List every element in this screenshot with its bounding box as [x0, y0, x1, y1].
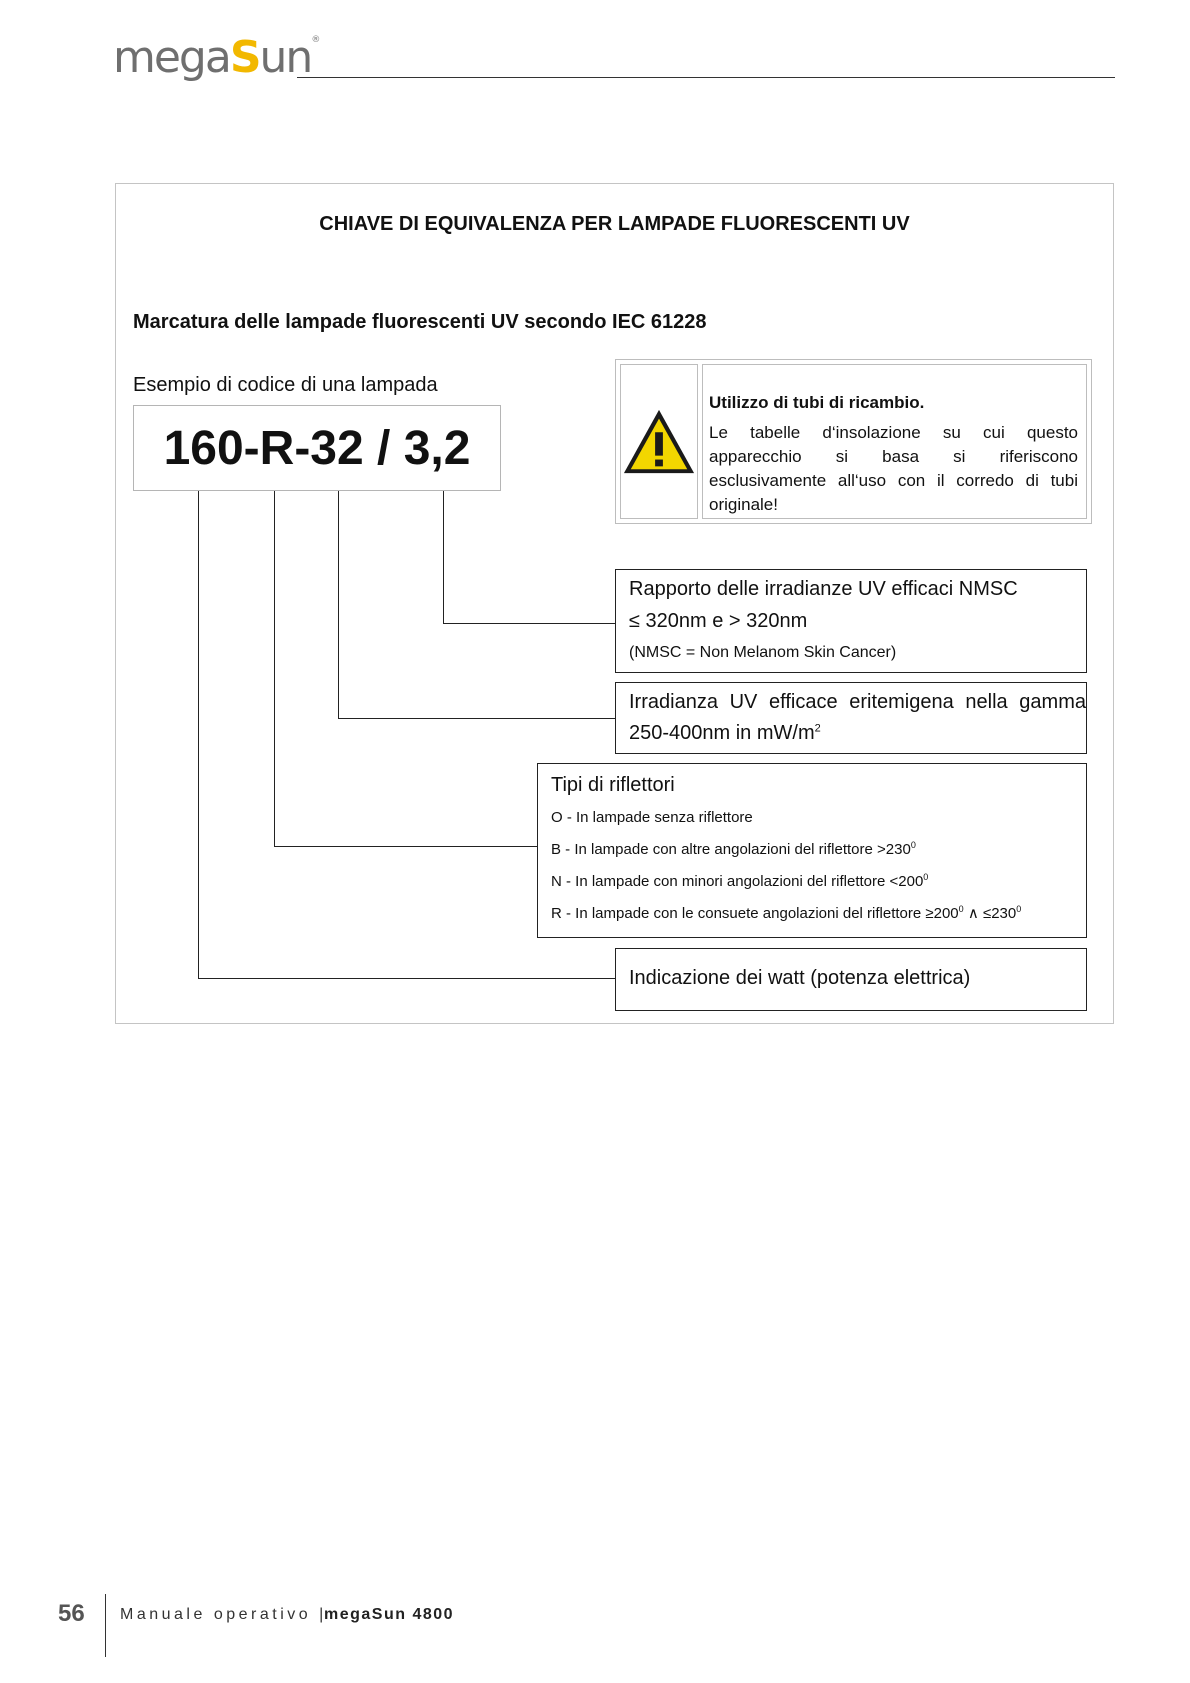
reflector-box: [537, 763, 1087, 938]
ratio-box: [615, 569, 1087, 673]
ratio-line-2: ≤ 320nm e > 320nm: [629, 610, 808, 632]
ratio-line-3: (NMSC = Non Melanom Skin Cancer): [629, 644, 897, 661]
footer-separator: [105, 1594, 106, 1657]
connector-irradiance-vertical: [338, 491, 339, 719]
irradiance-unit: 250-400nm in mW/m: [629, 722, 815, 744]
connector-ratio-horizontal: [443, 623, 615, 624]
irradiance-line-2: [629, 722, 1086, 745]
connector-reflector-vertical: [274, 491, 275, 847]
irradiance-unit-sup: 2: [814, 722, 821, 735]
example-code-box: [133, 405, 501, 491]
connector-watt-horizontal: [198, 978, 615, 979]
reflector-item: O - In lampade senza riflettore: [551, 809, 753, 826]
footer-manual-label: Manuale operativo |: [120, 1606, 327, 1623]
warning-icon-cell: [620, 364, 698, 519]
reflector-item: N - In lampade con minori angolazioni del riflettore $<200^0$: [551, 872, 929, 890]
reflector-title: Tipi di riflettori: [551, 774, 675, 796]
warning-body: Le tabelle d‘insolazione su cui questo apparecchio si basa si riferiscono esclusivamente all‘uso con il corredo di tubi originale!: [709, 423, 1078, 514]
irradiance-box: [615, 682, 1087, 754]
header-rule: [297, 77, 1115, 78]
example-label: Esempio di codice di una lampada: [133, 374, 438, 396]
reflector-item: B - In lampade con altre angolazioni del riflettore $>230^0$: [551, 840, 916, 858]
watt-text: Indicazione dei watt (potenza elettrica): [629, 967, 971, 989]
page-number: 56: [58, 1600, 85, 1627]
example-code: 160-R-32 / 3,2: [163, 421, 471, 475]
warning-triangle-icon: [621, 406, 697, 478]
connector-reflector-horizontal: [274, 846, 537, 847]
footer-brand: megaSun 4800: [324, 1606, 455, 1623]
warning-text: [702, 364, 1087, 519]
connector-irradiance-horizontal: [338, 718, 615, 719]
ratio-line-1: Rapporto delle irradianze UV efficaci NMSC: [629, 578, 1018, 600]
warning-title: Utilizzo di tubi di ricambio.: [709, 393, 925, 412]
reflector-item: R - In lampade con le consuete angolazioni del riflettore $\ge 200^0$ ∧ $\le 230^0$: [551, 904, 1022, 922]
connector-watt-vertical: [198, 491, 199, 979]
watt-box: [615, 948, 1087, 1011]
section-subtitle: Marcatura delle lampade fluorescenti UV secondo IEC 61228: [133, 311, 707, 333]
page-title: CHIAVE DI EQUIVALENZA PER LAMPADE FLUORESCENTI UV: [319, 213, 910, 235]
megasun-logo: megaSun®: [113, 32, 321, 83]
irradiance-line-1: Irradianza UV efficace eritemigena nella gamma: [629, 691, 1086, 713]
connector-ratio-vertical: [443, 491, 444, 624]
